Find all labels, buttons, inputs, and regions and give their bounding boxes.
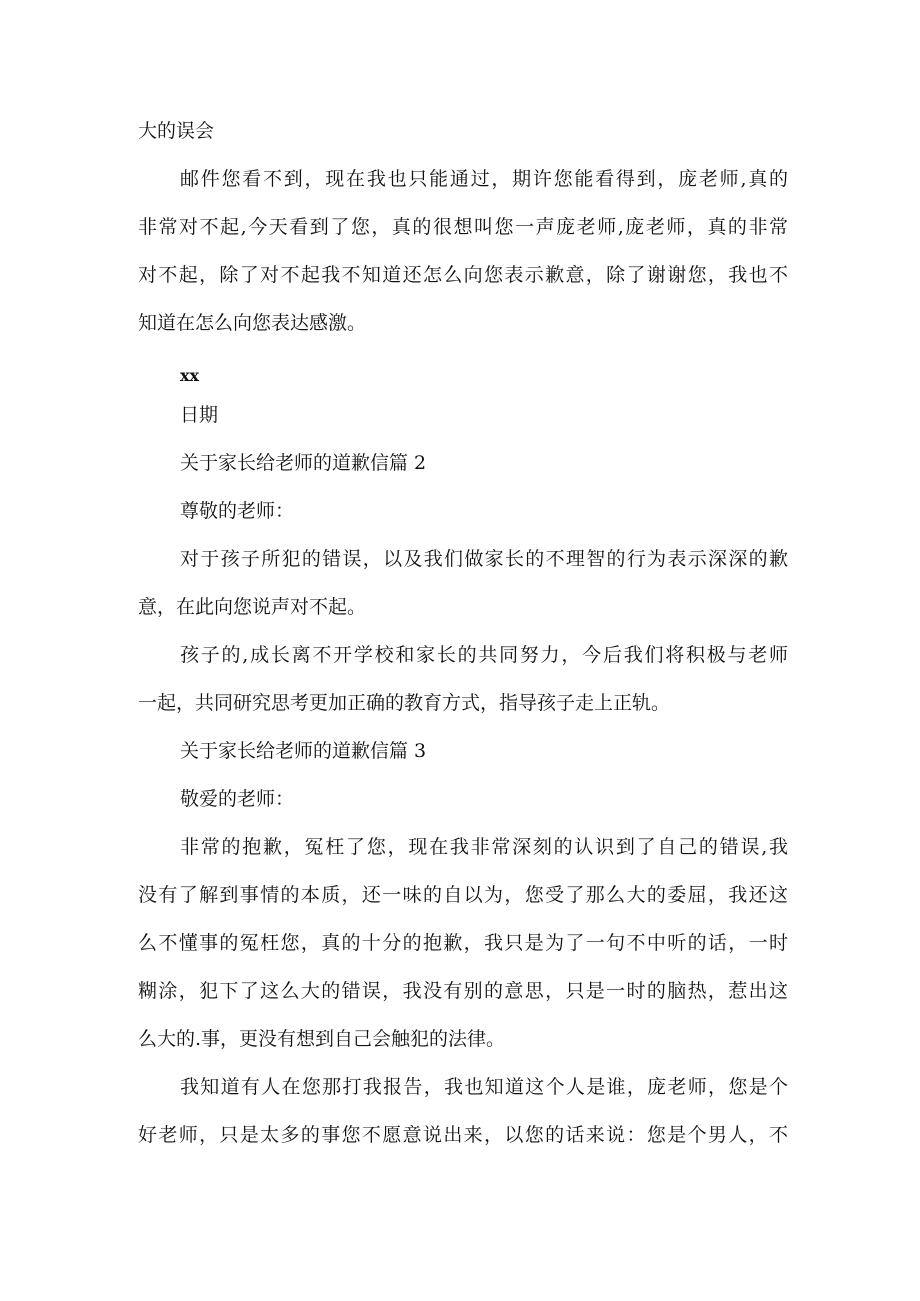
- paragraph-1-line-2: 非常对不起,今天看到了您，真的很想叫您一声庞老师,庞老师，真的非常: [138, 216, 788, 238]
- continuation-line: 大的误会: [138, 120, 215, 142]
- paragraph-1-line-3: 对不起，除了对不起我不知道还怎么向您表示歉意，除了谢谢您，我也不: [138, 264, 788, 286]
- paragraph-4-line-3: 么不懂事的冤枉您，真的十分的抱歉，我只是为了一句不中听的话，一时: [138, 932, 788, 954]
- paragraph-4-line-1: 非常的抱歉，冤枉了您，现在我非常深刻的认识到了自己的错误,我: [180, 836, 788, 858]
- paragraph-3-line-2: 一起，共同研究思考更加正确的教育方式，指导孩子走上正轨。: [138, 692, 671, 714]
- paragraph-1-line-4: 知道在怎么向您表达感激。: [138, 312, 367, 334]
- paragraph-2-line-1: 对于孩子所犯的错误，以及我们做家长的不理智的行为表示深深的歉: [180, 548, 788, 570]
- paragraph-4-line-5: 么大的.事，更没有想到自己会触犯的法律。: [138, 1028, 506, 1050]
- paragraph-1-line-1: 邮件您看不到，现在我也只能通过，期许您能看得到，庞老师,真的: [180, 168, 788, 190]
- paragraph-4-line-4: 糊涂，犯下了这么大的错误，我没有别的意思，只是一时的脑热，惹出这: [138, 980, 788, 1002]
- paragraph-3-line-1: 孩子的,成长离不开学校和家长的共同努力，今后我们将积极与老师: [180, 644, 788, 666]
- signature: xx: [180, 366, 200, 385]
- heading-part-3: 关于家长给老师的道歉信篇 3: [180, 740, 427, 762]
- paragraph-5-line-1: 我知道有人在您那打我报告，我也知道这个人是谁，庞老师，您是个: [180, 1076, 788, 1098]
- paragraph-4-line-2: 没有了解到事情的本质，还一味的自以为，您受了那么大的委屈，我还这: [138, 884, 788, 906]
- heading-part-2: 关于家长给老师的道歉信篇 2: [180, 452, 427, 474]
- salutation-3: 敬爱的老师：: [180, 788, 295, 810]
- salutation-2: 尊敬的老师：: [180, 500, 295, 522]
- paragraph-2-line-2: 意，在此向您说声对不起。: [138, 596, 367, 618]
- paragraph-5-line-2: 好老师，只是太多的事您不愿意说出来，以您的话来说：您是个男人，不: [138, 1124, 788, 1146]
- date-label: 日期: [180, 404, 219, 426]
